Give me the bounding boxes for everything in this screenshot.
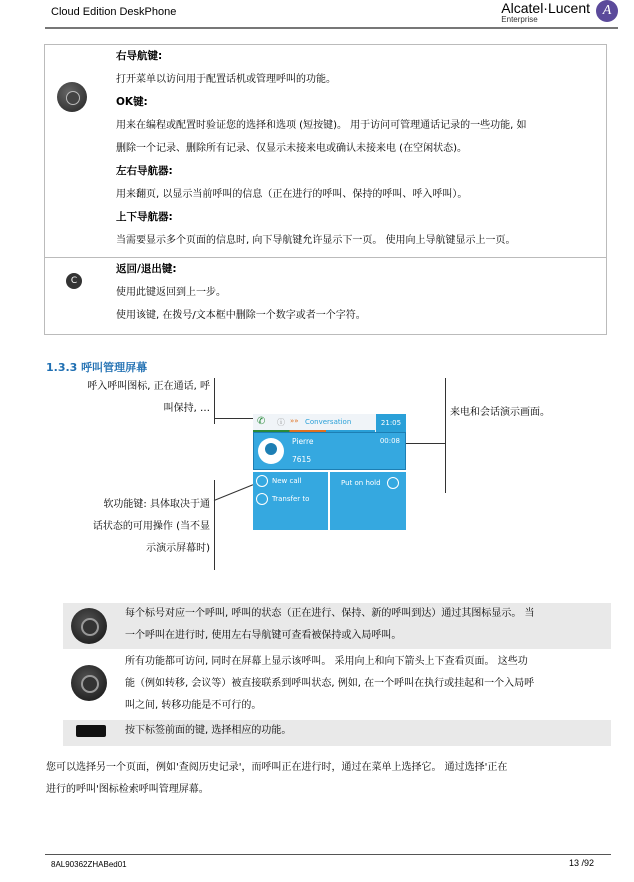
ud-nav-title: 上下导航器: xyxy=(116,211,173,223)
key-table xyxy=(44,44,607,335)
lr-nav-title: 左右导航器: xyxy=(116,165,173,177)
footer-page: 13 /92 xyxy=(568,858,594,868)
phone-clock: 21:05 xyxy=(376,414,406,432)
softkey-hold-label: Put on hold xyxy=(341,479,381,487)
callout-softkeys-l3: 示演示屏幕时) xyxy=(146,543,210,554)
help-row-3 xyxy=(63,720,611,746)
brand xyxy=(501,0,590,24)
navigator-key-icon xyxy=(57,82,87,112)
header-rule xyxy=(45,27,618,29)
nav-text xyxy=(116,45,598,252)
info-icon[interactable]: ⓘ xyxy=(277,418,285,427)
header-title: Cloud Edition DeskPhone xyxy=(51,6,177,18)
phone-screen xyxy=(253,414,406,530)
conversation-tab[interactable]: Conversation xyxy=(305,418,352,426)
callout-icons-l2: 叫保持, … xyxy=(163,403,210,414)
footer-rule xyxy=(45,854,611,855)
navigator-updown-icon xyxy=(71,665,107,701)
bottom-l2: 进行的呼叫'图标检索呼叫管理屏幕。 xyxy=(46,784,209,795)
callout-softkeys-l1: 软功能键: 具体取决于通 xyxy=(103,499,210,510)
help-row-2 xyxy=(63,651,611,717)
caller-name: Pierre xyxy=(292,437,314,446)
back-desc-1: 使用此键返回到上一步。 xyxy=(116,287,226,298)
back-key-icon: C xyxy=(66,273,82,289)
caller-number: 7615 xyxy=(292,455,312,464)
nav-row xyxy=(45,45,606,258)
softkey-panel-left xyxy=(253,472,328,530)
new-call-icon xyxy=(256,475,268,487)
callout-icons-l1: 呼入呼叫图标, 正在通话, 呼 xyxy=(87,381,210,392)
brand-sub: Enterprise xyxy=(501,15,538,24)
softkey-new-call[interactable] xyxy=(256,475,302,487)
callout-icons xyxy=(60,376,210,420)
ok-desc-1: 用来在编程或配置时验证您的选择和选项 (短按键)。 用于访问可管理通话记录的一些功能, 如 xyxy=(116,120,527,131)
callout-line xyxy=(214,418,254,419)
active-call-panel[interactable] xyxy=(253,432,406,470)
callout-screen: 来电和会话演示画面。 xyxy=(450,407,550,418)
ok-desc-2: 删除一个记录、删除所有记录、仅显示未接来电或确认未接来电 (在空闲状态)。 xyxy=(116,143,467,154)
help-row-2-l2: 能（例如转移, 会议等）被直接联系到呼叫状态, 例如, 在一个呼叫在执行或挂起和一个入局呼 xyxy=(125,678,535,689)
right-nav-title: 右导航键: xyxy=(116,50,163,62)
callout-softkeys xyxy=(60,494,210,560)
section-title: 1.3.3 呼叫管理屏幕 xyxy=(46,361,148,374)
softkey-transfer-label: Transfer to xyxy=(272,495,310,503)
bottom-l1: 您可以选择另一个页面，例如'查阅历史记录'，而呼叫正在进行时，通过在菜单上选择它。 通过选择'正在 xyxy=(46,762,508,773)
forward-arrows-icon: »» xyxy=(290,417,299,425)
back-title: 返回/退出键: xyxy=(116,263,177,275)
help-row-2-l1: 所有功能都可访问, 同时在屏幕上显示该呼叫。 采用向上和向下箭头上下查看页面。 这些功 xyxy=(125,656,528,667)
footer-doc-id: 8AL90362ZHABed01 xyxy=(51,860,127,869)
brand-name: Alcatel·Lucent xyxy=(501,0,590,16)
help-row-1-l2: 一个呼叫在进行时, 使用左右导航键可查看被保持或入局呼叫。 xyxy=(125,630,402,641)
softkey-hold[interactable] xyxy=(341,477,403,489)
ok-title: OK键: xyxy=(116,96,148,108)
brand-logo-icon: A xyxy=(596,0,618,22)
hold-icon xyxy=(387,477,399,489)
lr-nav-desc: 用来翻页, 以显示当前呼叫的信息（正在进行的呼叫、保持的呼叫、呼入呼叫）。 xyxy=(116,189,468,200)
help-row-2-text xyxy=(125,651,607,717)
back-row xyxy=(45,258,606,334)
callout-line xyxy=(406,443,445,444)
softkey-panel-right xyxy=(330,472,406,530)
phone-call-icon[interactable]: ✆ xyxy=(257,416,266,427)
help-row-3-text: 按下标签前面的键, 选择相应的功能。 xyxy=(125,725,292,736)
phone-status-bar xyxy=(253,414,406,432)
bottom-paragraph xyxy=(46,757,606,801)
callout-line xyxy=(214,484,253,501)
softkey-button-icon xyxy=(76,725,106,737)
transfer-icon xyxy=(256,493,268,505)
right-nav-desc: 打开菜单以访问用于配置话机或管理呼叫的功能。 xyxy=(116,74,336,85)
avatar xyxy=(258,438,284,464)
callout-softkeys-l2: 话状态的可用操作 (当不显 xyxy=(92,521,210,532)
back-text xyxy=(116,258,598,327)
navigator-leftright-icon xyxy=(71,608,107,644)
back-desc-2: 使用该键, 在拨号/文本框中删除一个数字或者一个字符。 xyxy=(116,310,366,321)
callout-line xyxy=(214,480,215,570)
softkey-transfer[interactable] xyxy=(256,493,309,505)
ud-nav-desc: 当需要显示多个页面的信息时, 向下导航键允许显示下一页。 使用向上导航键显示上一页。 xyxy=(116,235,516,246)
help-row-2-l3: 叫之间, 转移功能是不可行的。 xyxy=(125,700,262,711)
help-row-1 xyxy=(63,603,611,649)
call-duration: 00:08 xyxy=(379,437,400,445)
help-row-1-text xyxy=(125,603,607,647)
help-row-1-l1: 每个标号对应一个呼叫, 呼叫的状态（正在进行、保持、新的呼叫到达）通过其图标显示。 当 xyxy=(125,608,535,619)
callout-line xyxy=(445,378,446,493)
softkey-new-call-label: New call xyxy=(272,477,302,485)
